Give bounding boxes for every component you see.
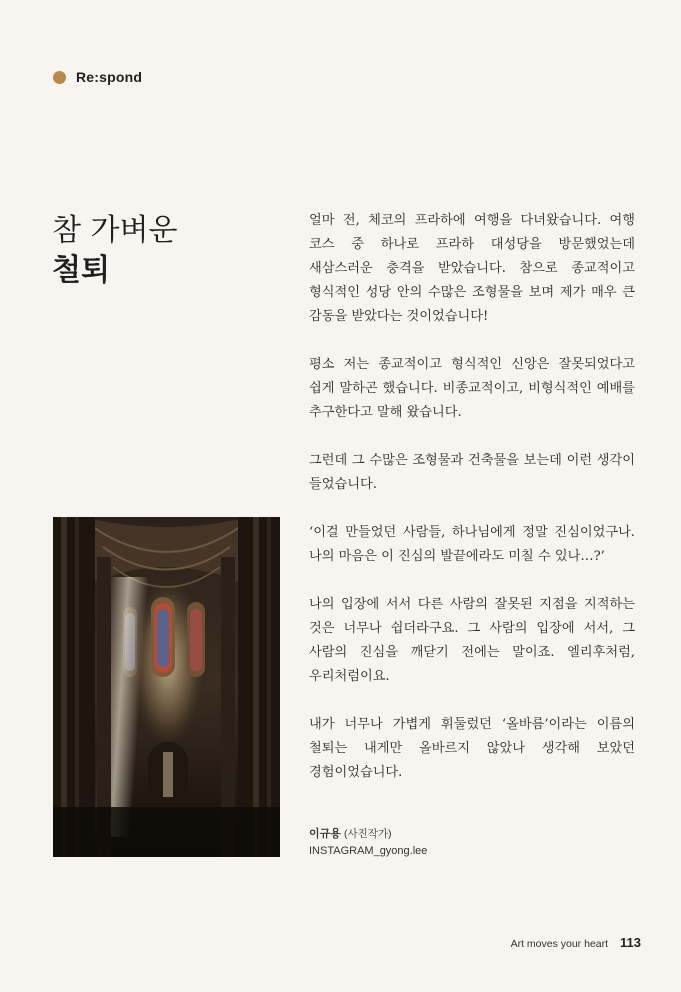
- photo-credit: [309, 826, 427, 860]
- body-paragraph: 나의 입장에 서서 다른 사람의 잘못된 지점을 지적하는 것은 너무나 쉽더라구요. 그 사람의 입장에 서서, 그 사람의 진심을 깨닫기 전에는 말이죠. 엘리후처럼, 우리처럼이요.: [309, 597, 635, 684]
- body-paragraph: ‘이걸 만들었던 사람들, 하나님에게 정말 진심이었구나. 나의 마음은 이 진심의 발끝에라도 미칠 수 있나…?’: [309, 525, 635, 564]
- body-paragraph: 그런데 그 수많은 조형물과 건축물을 보는데 이런 생각이 들었습니다.: [309, 453, 635, 492]
- credit-name-line: [309, 826, 427, 843]
- credit-instagram: INSTAGRAM_gyong.lee: [309, 845, 428, 857]
- article-body: [309, 209, 635, 809]
- section-label: Re:spond: [76, 69, 143, 85]
- article-title: [52, 211, 272, 291]
- footer-tagline: Art moves your heart: [510, 938, 609, 950]
- credit-role: (사진작가): [343, 828, 392, 840]
- page-footer: [511, 935, 641, 950]
- credit-name: 이규용: [309, 828, 341, 840]
- title-line-2: 철퇴: [52, 253, 110, 288]
- body-paragraph: 평소 저는 종교적이고 형식적인 신앙은 잘못되었다고 쉽게 말하곤 했습니다. 비종교적이고, 비형식적인 예배를 추구한다고 말해 왔습니다.: [309, 357, 635, 420]
- bullet-dot-icon: [53, 71, 66, 84]
- section-tag: [53, 68, 142, 86]
- body-paragraph: 내가 너무나 가볍게 휘둘렀던 ‘올바름’이라는 이름의 철퇴는 내게만 올바르지 않았나 생각해 보았던 경험이었습니다.: [309, 717, 635, 780]
- cathedral-interior-image: [53, 517, 280, 857]
- body-paragraph: 얼마 전, 체코의 프라하에 여행을 다녀왔습니다. 여행 코스 중 하나로 프라하 대성당을 방문했었는데 새삼스러운 충격을 받았습니다. 참으로 종교적이고 형식적인 성당 안의 수많은 조형물을 보며 제가 매우 큰 감동을 받았다는 것이었습니다!: [309, 213, 635, 324]
- title-line-1: 참 가벼운: [52, 213, 178, 248]
- page-number: 113: [620, 935, 641, 950]
